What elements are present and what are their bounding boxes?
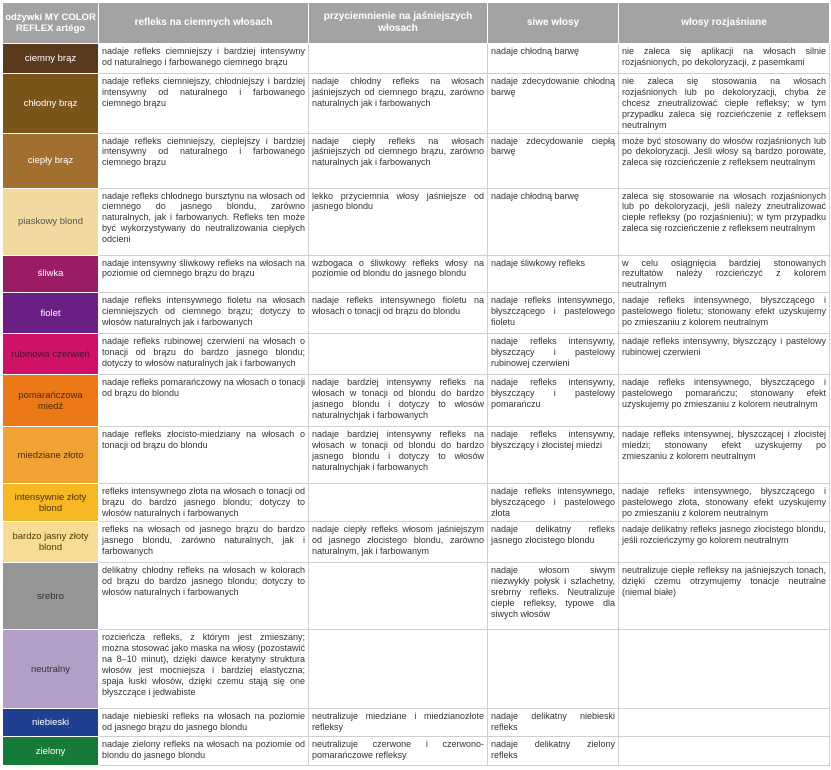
product-label: intensywnie złoty blond (3, 484, 99, 522)
product-label: bardzo jasny złoty blond (3, 522, 99, 563)
cell-darkening (309, 44, 488, 74)
table-row (3, 427, 830, 484)
cell-darkening (309, 563, 488, 630)
header-bleached-hair: włosy rozjaśniane (619, 3, 830, 44)
cell-bleached-hair: nadaje refleks intensywnego, błyszczącego i pastelowego pomarańczu; stonowany efekt uzyskujemy po zmieszaniu z kolorem neutralnym (619, 375, 830, 427)
product-label: śliwka (3, 255, 99, 293)
cell-dark-hair: refleks na włosach od jasnego brązu do bardzo jasnego blondu, zarówno naturalnych, jak i farbowanych (99, 522, 309, 563)
header-gray-hair: siwe włosy (488, 3, 619, 44)
cell-dark-hair: nadaje refleks pomarańczowy na włosach o tonacji od brązu do blondu (99, 375, 309, 427)
cell-darkening: nadaje ciepły refleks włosom jaśniejszym od jasnego złocistego blondu, zarówno naturalnym, jak i farbowanym (309, 522, 488, 563)
cell-darkening: nadaje bardziej intensywny refleks na włosach w tonacji od blondu do bardzo jasnego blondu i dotyczy to włosów naturalnychjak i farbowanych (309, 427, 488, 484)
table-row (3, 709, 830, 737)
cell-darkening: nadaje chłodny refleks na włosach jaśniejszych od ciemnego brązu, zarówno naturalnych jak i farbowanych (309, 74, 488, 134)
cell-bleached-hair: neutralizuje ciepłe refleksy na jaśniejszych tonach, dzięki czemu otrzymujemy tonacje neutralne (niemal białe) (619, 563, 830, 630)
product-label: zielony (3, 737, 99, 766)
cell-dark-hair: nadaje niebieski refleks na włosach na poziomie od jasnego brązu do jasnego blondu (99, 709, 309, 737)
cell-darkening: lekko przyciemnia włosy jaśniejsze od jasnego blondu (309, 188, 488, 255)
table-row (3, 44, 830, 74)
cell-bleached-hair: nadaje refleks intensywnego, błyszczącego i pastelowego fioletu; stonowany efekt uzyskujemy po zmieszaniu z kolorem neutralnym (619, 293, 830, 334)
cell-bleached-hair (619, 737, 830, 766)
cell-dark-hair: delikatny chłodny refleks na włosach w kolorach od brązu do bardzo jasnego blondu; dotyczy to włosów naturalnych i farbowanych (99, 563, 309, 630)
product-label: neutralny (3, 630, 99, 709)
cell-bleached-hair (619, 709, 830, 737)
cell-gray-hair: nadaje zdecydowanie chłodną barwę (488, 74, 619, 134)
cell-dark-hair: refleks intensywnego złota na włosach o tonacji od brązu do bardzo jasnego blondu; dotyczy to włosów naturalnych i farbowanych (99, 484, 309, 522)
cell-gray-hair: nadaje refleks intensywnego, błyszczącego i pastelowego złota (488, 484, 619, 522)
cell-gray-hair: nadaje delikatny zielony refleks (488, 737, 619, 766)
cell-gray-hair: nadaje delikatny niebieski refleks (488, 709, 619, 737)
table-row (3, 188, 830, 255)
cell-bleached-hair: nie zaleca się aplikacji na włosach silnie rozjaśnionych, po dekoloryzacji, z pasemkami (619, 44, 830, 74)
cell-gray-hair: nadaje chłodną barwę (488, 44, 619, 74)
cell-bleached-hair: nadaje refleks intensywnego, błyszczącego i pastelowego złota, stonowany efekt uzyskujemy po zmieszaniu z kolorem neutralnym (619, 484, 830, 522)
cell-dark-hair: nadaje refleks rubinowej czerwieni na włosach o tonacji od brązu do bardzo jasnego blondu; dotyczy to włosów naturalnych jak i farbowanych (99, 334, 309, 375)
table-body (3, 44, 830, 766)
product-label: ciepły brąz (3, 133, 99, 188)
product-label: piaskowy blond (3, 188, 99, 255)
header-dark-hair: refleks na ciemnych włosach (99, 3, 309, 44)
product-label: pomarańczowa miedź (3, 375, 99, 427)
cell-darkening: neutralizuje czerwone i czerwono-pomarańczowe refleksy (309, 737, 488, 766)
cell-dark-hair: nadaje refleks ciemniejszy, cieplejszy i bardziej intensywny od naturalnego i farbowanego ciemnego brązu (99, 133, 309, 188)
cell-bleached-hair: zaleca się stosowanie na włosach rozjaśnionych lub po dekoloryzacji, jeśli należy zneutralizować ciepłe refleksy (po rozjaśnieniu); w tym przypadku zaleca się rozcieńczenie z refleksem neutralnym (619, 188, 830, 255)
cell-gray-hair: nadaje delikatny refleks jasnego złocistego blondu (488, 522, 619, 563)
cell-dark-hair: nadaje refleks złocisto-miedziany na włosach o tonacji od brązu do blondu (99, 427, 309, 484)
cell-bleached-hair: w celu osiągnięcia bardziej stonowanych rezultatów należy rozcieńczyć z kolorem neutralnym (619, 255, 830, 293)
cell-bleached-hair: nie zaleca się stosowania na włosach rozjaśnionych lub po dekoloryzacji, chyba że chcesz zneutralizować ciepłe refleksy; w tym przypadku zaleca się rozcieńczenie z refleksem neutralnym (619, 74, 830, 134)
cell-bleached-hair: nadaje refleks intensywnej, błyszczącej i złocistej miedzi; stonowany efekt uzyskujemy po zmieszaniu z kolorem neutralnym (619, 427, 830, 484)
cell-gray-hair: nadaje refleks intensywny, błyszczący i pastelowy pomarańczu (488, 375, 619, 427)
product-label: ciemny brąz (3, 44, 99, 74)
cell-dark-hair: nadaje intensywny śliwkowy refleks na włosach na poziomie od ciemnego brązu do brązu (99, 255, 309, 293)
header-row (3, 3, 830, 44)
cell-gray-hair: nadaje refleks intensywnego, błyszczącego i pastelowego fioletu (488, 293, 619, 334)
table-row (3, 484, 830, 522)
cell-dark-hair: nadaje refleks intensywnego fioletu na włosach ciemniejszych od ciemnego brązu; dotyczy to włosów naturalnych jak i farbowanych (99, 293, 309, 334)
cell-dark-hair: nadaje refleks ciemniejszy i bardziej intensywny od naturalnego i farbowanego ciemnego brązu (99, 44, 309, 74)
cell-dark-hair: nadaje refleks chłodnego bursztynu na włosach od ciemnego do jasnego blondu, zarówno naturalnych, jak i farbowanych. Refleks ten może być wykorzystywany do neutralizowania ciepłych odcieni (99, 188, 309, 255)
table-row (3, 293, 830, 334)
product-label: miedziane złoto (3, 427, 99, 484)
cell-darkening (309, 630, 488, 709)
table-row (3, 737, 830, 766)
product-label: fiolet (3, 293, 99, 334)
cell-darkening: nadaje bardziej intensywny refleks na włosach w tonacji od blondu do bardzo jasnego blondu i dotyczy to włosów naturalnychjak i farbowanych (309, 375, 488, 427)
cell-bleached-hair: może być stosowany do włosów rozjaśnionych lub po dekoloryzacji. Jeśli włosy są bardzo porowate, zaleca się rozcieńczenie z refleksem neutralnym (619, 133, 830, 188)
table-row (3, 255, 830, 293)
header-darkening-light-hair: przyciemnienie na jaśniejszych włosach (309, 3, 488, 44)
product-label: chłodny brąz (3, 74, 99, 134)
header-product: odżywki MY COLOR REFLEX artégo (3, 3, 99, 44)
product-label: niebieski (3, 709, 99, 737)
cell-bleached-hair (619, 630, 830, 709)
color-reflex-table (2, 2, 830, 766)
cell-darkening: neutralizuje miedziane i miedzianozłote refleksy (309, 709, 488, 737)
cell-gray-hair: nadaje refleks intensywny, błyszczący i pastelowy rubinowej czerwieni (488, 334, 619, 375)
table-row (3, 522, 830, 563)
cell-gray-hair: nadaje śliwkowy refleks (488, 255, 619, 293)
table-row (3, 74, 830, 134)
product-label: rubinowa czerwień (3, 334, 99, 375)
table-row (3, 375, 830, 427)
cell-gray-hair: nadaje zdecydowanie ciepłą barwę (488, 133, 619, 188)
cell-darkening: wzbogaca o śliwkowy refleks włosy na poziomie od blondu do jasnego blondu (309, 255, 488, 293)
cell-dark-hair: rozcieńcza refleks, z którym jest zmieszany; można stosować jako maska na włosy (pozostawić na 8–10 minut), dzięki dawce keratyny struktura włosów jest mocniejsza i bardziej elastyczna; spaja łuski włosów, dzięki czemu stają się one błyszczące i jedwabiste (99, 630, 309, 709)
cell-bleached-hair: nadaje delikatny refleks jasnego złocistego blondu, jeśli rozcieńczymy go kolorem neutralnym (619, 522, 830, 563)
cell-dark-hair: nadaje zielony refleks na włosach na poziomie od blondu do jasnego blondu (99, 737, 309, 766)
table-row (3, 334, 830, 375)
product-label: srebro (3, 563, 99, 630)
cell-gray-hair: nadaje chłodną barwę (488, 188, 619, 255)
cell-gray-hair (488, 630, 619, 709)
cell-dark-hair: nadaje refleks ciemniejszy, chłodniejszy i bardziej intensywny od naturalnego i farbowanego ciemnego brązu (99, 74, 309, 134)
cell-darkening: nadaje ciepły refleks na włosach jaśniejszych od ciemnego brązu, zarówno naturalnych jak i farbowanych (309, 133, 488, 188)
cell-gray-hair: nadaje refleks intensywny, błyszczący i złocistej miedzi (488, 427, 619, 484)
cell-darkening: nadaje refleks intensywnego fioletu na włosach o tonacji od brązu do blondu (309, 293, 488, 334)
cell-darkening (309, 484, 488, 522)
cell-bleached-hair: nadaje refleks intensywny, błyszczący i pastelowy rubinowej czerwieni (619, 334, 830, 375)
cell-gray-hair: nadaje włosom siwym niezwykły połysk i szlachetny, srebrny refleks. Neutralizuje ciepłe refleksy, typowe dla siwych włosów (488, 563, 619, 630)
table-row (3, 563, 830, 630)
table-row (3, 133, 830, 188)
table-row (3, 630, 830, 709)
cell-darkening (309, 334, 488, 375)
